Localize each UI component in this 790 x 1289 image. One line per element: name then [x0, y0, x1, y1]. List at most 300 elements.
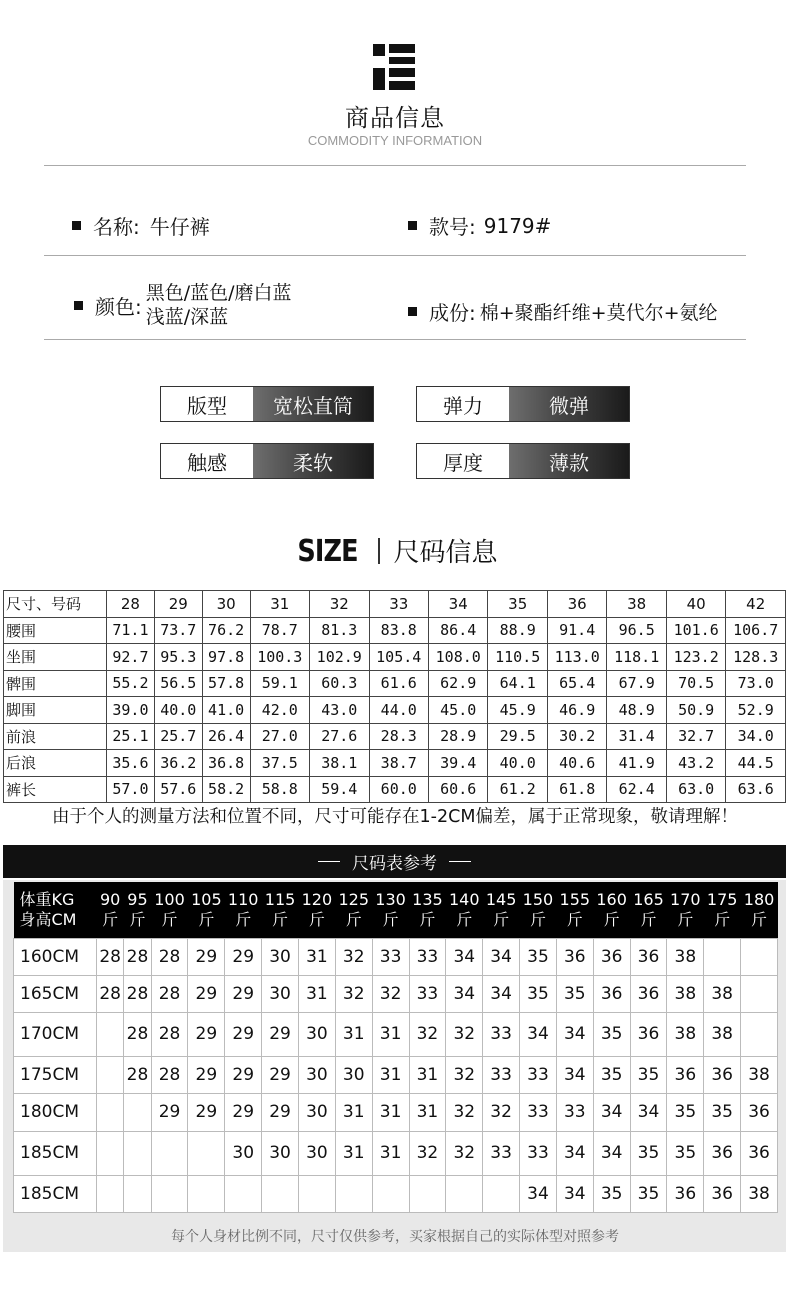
- size-header-cell: 32: [310, 591, 369, 618]
- measure-cell: 83.8: [369, 617, 428, 644]
- size-cell: 28: [124, 938, 151, 975]
- weight-value: 125: [338, 889, 369, 909]
- weight-unit: 斤: [493, 909, 510, 929]
- measure-cell: 43.2: [666, 750, 725, 777]
- name-value: 牛仔裤: [149, 215, 210, 239]
- weight-value: 170: [670, 889, 701, 909]
- measure-cell: 40.6: [547, 750, 606, 777]
- measure-cell: 118.1: [607, 644, 666, 671]
- size-header-cell: 31: [250, 591, 309, 618]
- measure-cell: 40.0: [488, 750, 547, 777]
- size-cell: [335, 1175, 372, 1212]
- size-cell: 35: [593, 1012, 630, 1056]
- weight-value: 150: [522, 889, 554, 909]
- corner-weight: 体重KG: [19, 889, 75, 909]
- size-cell: 29: [262, 1093, 299, 1131]
- size-cell: 32: [335, 975, 372, 1012]
- attr-stretch-value: 微弹: [509, 387, 629, 421]
- size-cell: 34: [520, 1175, 557, 1212]
- size-cell: 36: [630, 1012, 667, 1056]
- size-cell: 34: [446, 975, 483, 1012]
- measure-cell: 40.0: [154, 697, 202, 724]
- color-label: 颜色:: [95, 294, 142, 319]
- height-label: 185CM: [14, 1131, 97, 1175]
- measure-cell: 41.0: [202, 697, 250, 724]
- size-cell: 33: [520, 1093, 557, 1131]
- band-dash-left: [318, 861, 340, 862]
- weight-value: 175: [706, 889, 738, 909]
- weight-header-cell: [298, 882, 335, 938]
- size-header-cell: 42: [726, 591, 786, 618]
- measure-cell: 27.0: [250, 723, 309, 750]
- size-cell: [97, 1131, 124, 1175]
- measure-cell: 29.5: [488, 723, 547, 750]
- size-cell: [97, 1093, 124, 1131]
- size-header-cell: 29: [154, 591, 202, 618]
- measure-cell: 88.9: [488, 617, 547, 644]
- commodity-logo-icon: [373, 44, 415, 90]
- measure-cell: 28.9: [428, 723, 487, 750]
- size-cell: 34: [556, 1056, 593, 1093]
- measure-cell: 30.2: [547, 723, 606, 750]
- measure-cell: 62.4: [607, 776, 666, 803]
- divider: [44, 255, 746, 256]
- size-cell: [446, 1175, 483, 1212]
- measure-cell: 91.4: [547, 617, 606, 644]
- size-cell: 36: [667, 1056, 704, 1093]
- measure-cell: 38.7: [369, 750, 428, 777]
- measure-cell: 37.5: [250, 750, 309, 777]
- table-row: [4, 776, 786, 803]
- color-info: [74, 281, 292, 329]
- size-cell: 31: [372, 1093, 409, 1131]
- size-cell: 28: [124, 1056, 151, 1093]
- weight-value: 145: [485, 889, 517, 909]
- weight-header-cell: [520, 882, 557, 938]
- size-cell: 30: [262, 938, 299, 975]
- measure-cell: 102.9: [310, 644, 369, 671]
- measure-cell: 63.6: [726, 776, 786, 803]
- size-cell: 35: [520, 938, 557, 975]
- measure-cell: 73.0: [726, 670, 786, 697]
- measure-cell: 46.9: [547, 697, 606, 724]
- size-cell: 36: [630, 938, 667, 975]
- size-cell: [372, 1175, 409, 1212]
- weight-unit: 斤: [308, 909, 325, 929]
- measure-cell: 123.2: [666, 644, 725, 671]
- size-header-cell: 33: [369, 591, 428, 618]
- size-cell: [97, 1056, 124, 1093]
- measure-cell: 61.6: [369, 670, 428, 697]
- measure-cell: 27.6: [310, 723, 369, 750]
- size-cell: 38: [667, 938, 704, 975]
- weight-value: 120: [301, 889, 333, 909]
- measure-cell: 48.9: [607, 697, 666, 724]
- size-cell: 31: [372, 1056, 409, 1093]
- size-cell: 31: [335, 1131, 372, 1175]
- size-cell: 38: [741, 1056, 778, 1093]
- measure-label: 髀围: [4, 670, 107, 697]
- size-cell: 34: [556, 1131, 593, 1175]
- size-heading-cn: 尺码信息: [393, 538, 498, 568]
- attr-fit-key: 版型: [161, 387, 253, 421]
- size-cell: 34: [593, 1131, 630, 1175]
- height-label: 170CM: [14, 1012, 97, 1056]
- band-dash-right: [449, 861, 471, 862]
- weight-unit: 斤: [345, 909, 362, 929]
- weight-header-cell: [483, 882, 520, 938]
- measure-cell: 45.0: [428, 697, 487, 724]
- height-label: 185CM: [14, 1175, 97, 1212]
- size-cell: 32: [409, 1012, 446, 1056]
- measure-cell: 62.9: [428, 670, 487, 697]
- size-cell: 29: [188, 1093, 225, 1131]
- size-cell: 36: [741, 1093, 778, 1131]
- size-cell: 30: [262, 1131, 299, 1175]
- measure-cell: 42.0: [250, 697, 309, 724]
- size-table-header: [4, 591, 786, 618]
- size-cell: 30: [298, 1056, 335, 1093]
- measure-cell: 60.0: [369, 776, 428, 803]
- measure-cell: 71.1: [107, 617, 155, 644]
- table-row: [4, 617, 786, 644]
- measure-cell: 86.4: [428, 617, 487, 644]
- size-cell: 30: [262, 975, 299, 1012]
- measure-cell: 65.4: [547, 670, 606, 697]
- attr-stretch-key: 弹力: [417, 387, 509, 421]
- reference-panel: [3, 880, 786, 1252]
- height-label: 180CM: [14, 1093, 97, 1131]
- measure-cell: 110.5: [488, 644, 547, 671]
- measure-cell: 60.6: [428, 776, 487, 803]
- size-cell: 33: [409, 938, 446, 975]
- heading-separator: [378, 538, 380, 564]
- height-label: 165CM: [14, 975, 97, 1012]
- weight-header-cell: [446, 882, 483, 938]
- size-header-cell: 34: [428, 591, 487, 618]
- weight-unit: 斤: [751, 909, 768, 929]
- table-row: [14, 1131, 778, 1175]
- size-cell: 30: [335, 1056, 372, 1093]
- measure-cell: 97.8: [202, 644, 250, 671]
- size-cell: 29: [188, 975, 225, 1012]
- size-cell: 36: [667, 1175, 704, 1212]
- material-label: 成份:: [429, 301, 476, 325]
- attr-fit: [160, 386, 374, 422]
- material-value: 棉+聚酯纤维+莫代尔+氨纶: [479, 302, 718, 324]
- size-cell: 28: [124, 1012, 151, 1056]
- measure-cell: 34.0: [726, 723, 786, 750]
- size-cell: 28: [151, 975, 188, 1012]
- weight-unit: 斤: [382, 909, 399, 929]
- size-cell: 36: [704, 1175, 741, 1212]
- weight-header-cell: [225, 882, 262, 938]
- size-cell: [483, 1175, 520, 1212]
- table-row: [4, 644, 786, 671]
- size-cell: 28: [124, 975, 151, 1012]
- size-cell: 38: [667, 1012, 704, 1056]
- weight-unit: 斤: [102, 909, 119, 929]
- size-cell: 28: [97, 938, 124, 975]
- measure-cell: 32.7: [666, 723, 725, 750]
- measure-cell: 25.7: [154, 723, 202, 750]
- weight-unit: 斤: [714, 909, 731, 929]
- size-cell: 36: [704, 1131, 741, 1175]
- name-label: 名称:: [93, 215, 140, 239]
- size-cell: [124, 1175, 151, 1212]
- attr-stretch: [416, 386, 630, 422]
- height-label: 175CM: [14, 1056, 97, 1093]
- weight-value: 165: [633, 889, 664, 909]
- size-cell: [124, 1131, 151, 1175]
- measure-cell: 78.7: [250, 617, 309, 644]
- table-row: [14, 975, 778, 1012]
- size-cell: 38: [667, 975, 704, 1012]
- size-cell: 35: [667, 1131, 704, 1175]
- size-header-cell: 30: [202, 591, 250, 618]
- size-cell: [225, 1175, 262, 1212]
- weight-value: 155: [559, 889, 591, 909]
- size-cell: 38: [704, 975, 741, 1012]
- measure-cell: 63.0: [666, 776, 725, 803]
- size-cell: 31: [335, 1012, 372, 1056]
- size-cell: 28: [97, 975, 124, 1012]
- weight-header-cell: [630, 882, 667, 938]
- size-cell: 29: [188, 1012, 225, 1056]
- size-cell: 32: [483, 1093, 520, 1131]
- page-title: 商品信息: [345, 104, 445, 132]
- measure-cell: 36.8: [202, 750, 250, 777]
- size-cell: 29: [262, 1012, 299, 1056]
- attr-touch-key: 触感: [161, 444, 253, 478]
- weight-unit: 斤: [129, 909, 146, 929]
- measure-cell: 95.3: [154, 644, 202, 671]
- table-row: [4, 750, 786, 777]
- weight-unit: 斤: [640, 909, 657, 929]
- size-cell: 33: [483, 1056, 520, 1093]
- measure-cell: 76.2: [202, 617, 250, 644]
- color-line-2: 浅蓝/深蓝: [145, 306, 229, 328]
- table-row: [4, 697, 786, 724]
- table-row: [4, 723, 786, 750]
- attr-touch-value: 柔软: [253, 444, 373, 478]
- size-cell: [741, 1012, 778, 1056]
- height-label: 160CM: [14, 938, 97, 975]
- size-cell: 31: [335, 1093, 372, 1131]
- weight-header-cell: [124, 882, 151, 938]
- measure-cell: 61.2: [488, 776, 547, 803]
- size-cell: 36: [630, 975, 667, 1012]
- size-cell: 33: [520, 1131, 557, 1175]
- reference-title: 尺码表参考: [352, 854, 437, 874]
- size-cell: 29: [225, 1093, 262, 1131]
- weight-unit: 斤: [272, 909, 289, 929]
- weight-header-cell: [593, 882, 630, 938]
- size-cell: 29: [151, 1093, 188, 1131]
- measure-cell: 101.6: [666, 617, 725, 644]
- size-cell: 34: [630, 1093, 667, 1131]
- reference-note: 每个人身材比例不同，尺寸仅供参考，买家根据自己的实际体型对照参考: [171, 1229, 619, 1245]
- size-cell: 32: [446, 1093, 483, 1131]
- size-cell: 33: [483, 1131, 520, 1175]
- bullet-icon: [74, 301, 83, 310]
- size-cell: 32: [446, 1056, 483, 1093]
- size-cell: 28: [151, 938, 188, 975]
- color-line-1: 黑色/蓝色/磨白蓝: [145, 282, 292, 304]
- weight-value: 105: [191, 889, 222, 909]
- size-cell: [188, 1175, 225, 1212]
- size-cell: 29: [225, 975, 262, 1012]
- size-cell: [188, 1131, 225, 1175]
- size-cell: 35: [593, 1056, 630, 1093]
- measure-cell: 28.3: [369, 723, 428, 750]
- measure-cell: 67.9: [607, 670, 666, 697]
- weight-value: 90: [99, 889, 121, 909]
- measure-cell: 128.3: [726, 644, 786, 671]
- reference-table: [13, 882, 778, 1213]
- size-cell: 31: [372, 1012, 409, 1056]
- weight-value: 130: [375, 889, 406, 909]
- style-number-value: 9179#: [483, 213, 552, 238]
- measure-cell: 55.2: [107, 670, 155, 697]
- measure-cell: 35.6: [107, 750, 155, 777]
- size-cell: [124, 1093, 151, 1131]
- size-table: [3, 590, 786, 803]
- weight-unit: 斤: [419, 909, 436, 929]
- measure-cell: 81.3: [310, 617, 369, 644]
- size-header-cell: 38: [607, 591, 666, 618]
- attr-thickness-key: 厚度: [417, 444, 509, 478]
- weight-unit: 斤: [566, 909, 583, 929]
- attr-touch: [160, 443, 374, 479]
- measure-cell: 38.1: [310, 750, 369, 777]
- attr-thickness-value: 薄款: [509, 444, 629, 478]
- size-cell: 34: [556, 1175, 593, 1212]
- weight-header-cell: [556, 882, 593, 938]
- measure-cell: 70.5: [666, 670, 725, 697]
- size-cell: 29: [262, 1056, 299, 1093]
- measure-cell: 39.4: [428, 750, 487, 777]
- weight-value: 95: [127, 889, 148, 909]
- size-cell: 32: [446, 1012, 483, 1056]
- size-cell: 35: [630, 1056, 667, 1093]
- weight-unit: 斤: [677, 909, 694, 929]
- size-cell: 34: [520, 1012, 557, 1056]
- measure-cell: 56.5: [154, 670, 202, 697]
- size-cell: 32: [372, 975, 409, 1012]
- size-cell: 32: [409, 1131, 446, 1175]
- size-cell: [409, 1175, 446, 1212]
- size-cell: [97, 1012, 124, 1056]
- measure-label: 坐围: [4, 644, 107, 671]
- weight-header-cell: [151, 882, 188, 938]
- weight-value: 100: [154, 889, 185, 909]
- size-cell: [262, 1175, 299, 1212]
- table-row: [14, 1012, 778, 1056]
- corner-height: 身高CM: [19, 909, 77, 929]
- size-cell: 31: [298, 975, 335, 1012]
- table-row: [4, 670, 786, 697]
- weight-value: 115: [264, 889, 296, 909]
- size-cell: 36: [556, 938, 593, 975]
- measure-cell: 44.5: [726, 750, 786, 777]
- size-header-cell: 28: [107, 591, 155, 618]
- size-cell: 33: [409, 975, 446, 1012]
- size-cell: 34: [446, 938, 483, 975]
- weight-header-cell: [335, 882, 372, 938]
- size-cell: 29: [188, 1056, 225, 1093]
- size-heading-en: SIZE: [297, 534, 359, 569]
- size-cell: 36: [593, 975, 630, 1012]
- weight-unit: 斤: [529, 909, 546, 929]
- size-cell: [97, 1175, 124, 1212]
- reference-band: [3, 845, 786, 878]
- measure-cell: 57.0: [107, 776, 155, 803]
- size-header-label: 尺寸、号码: [4, 591, 107, 618]
- table-row: [14, 1175, 778, 1212]
- color-values: [146, 281, 292, 329]
- weight-unit: 斤: [603, 909, 620, 929]
- size-cell: 34: [483, 975, 520, 1012]
- size-cell: 33: [372, 938, 409, 975]
- weight-header-cell: [704, 882, 741, 938]
- measure-cell: 64.1: [488, 670, 547, 697]
- size-cell: 29: [225, 938, 262, 975]
- size-cell: 35: [704, 1093, 741, 1131]
- measure-cell: 52.9: [726, 697, 786, 724]
- size-cell: [704, 938, 741, 975]
- size-cell: 31: [409, 1056, 446, 1093]
- measure-cell: 39.0: [107, 697, 155, 724]
- size-cell: 30: [298, 1012, 335, 1056]
- measure-cell: 92.7: [107, 644, 155, 671]
- weight-unit: 斤: [456, 909, 473, 929]
- size-cell: 38: [704, 1012, 741, 1056]
- size-cell: 29: [225, 1056, 262, 1093]
- divider: [44, 165, 746, 166]
- size-cell: 31: [409, 1093, 446, 1131]
- style-number-info: [408, 211, 551, 240]
- style-number-label: 款号:: [429, 215, 476, 239]
- size-cell: 31: [372, 1131, 409, 1175]
- size-cell: 36: [593, 938, 630, 975]
- measure-cell: 96.5: [607, 617, 666, 644]
- size-cell: 33: [556, 1093, 593, 1131]
- measure-cell: 45.9: [488, 697, 547, 724]
- measure-cell: 58.8: [250, 776, 309, 803]
- weight-header-cell: [372, 882, 409, 938]
- divider: [44, 339, 746, 340]
- measure-cell: 106.7: [726, 617, 786, 644]
- measure-label: 腰围: [4, 617, 107, 644]
- attr-fit-value: 宽松直筒: [253, 387, 373, 421]
- size-header-cell: 35: [488, 591, 547, 618]
- size-cell: 32: [335, 938, 372, 975]
- measure-cell: 59.1: [250, 670, 309, 697]
- measure-cell: 31.4: [607, 723, 666, 750]
- measure-cell: 36.2: [154, 750, 202, 777]
- size-cell: 35: [556, 975, 593, 1012]
- size-cell: 34: [593, 1093, 630, 1131]
- weight-value: 135: [412, 889, 443, 909]
- measure-cell: 41.9: [607, 750, 666, 777]
- table-row: [14, 1056, 778, 1093]
- measurement-note: 由于个人的测量方法和位置不同，尺寸可能存在1-2CM偏差，属于正常现象，敬请理解！: [52, 807, 738, 827]
- measure-cell: 57.8: [202, 670, 250, 697]
- size-cell: [151, 1131, 188, 1175]
- size-header-cell: 36: [547, 591, 606, 618]
- size-cell: [151, 1175, 188, 1212]
